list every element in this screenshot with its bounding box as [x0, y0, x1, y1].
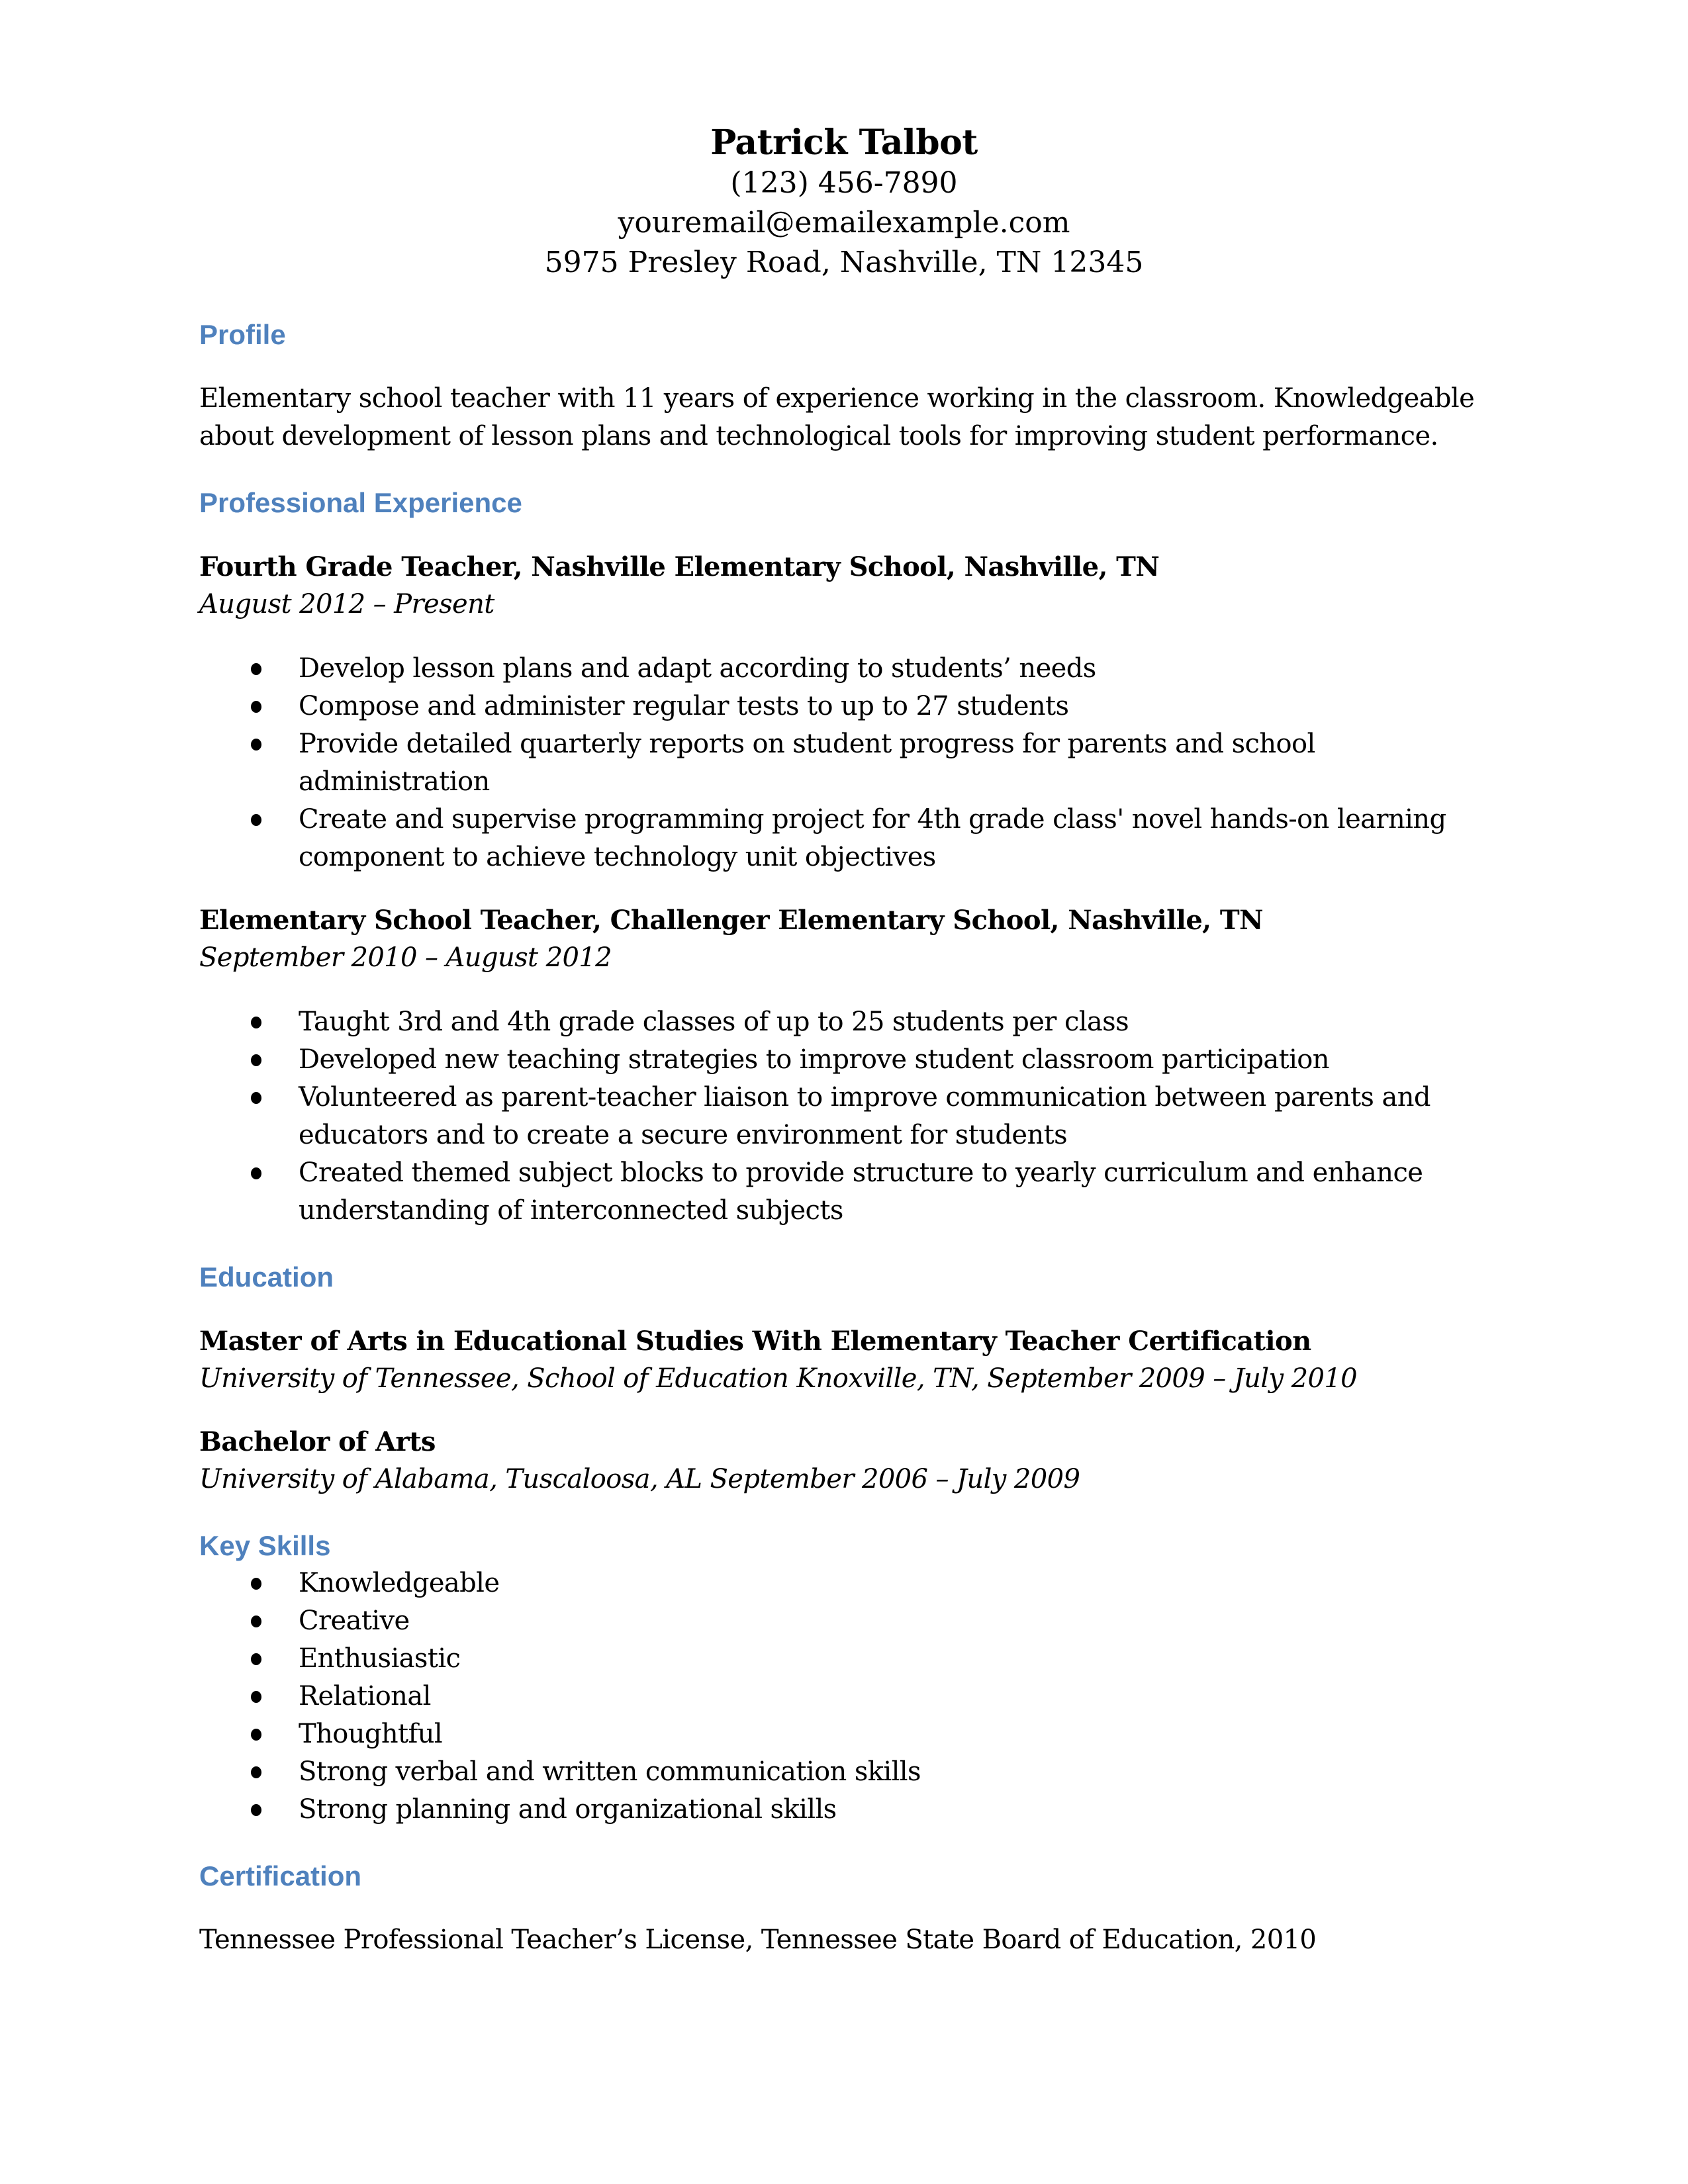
degree-entry	[199, 1322, 1497, 1398]
job-dates: August 2012 – Present	[199, 589, 494, 619]
bullet-icon	[251, 1691, 261, 1703]
experience-section	[199, 484, 1497, 1230]
experience-heading: Professional Experience	[199, 487, 522, 518]
education-section	[199, 1259, 1497, 1498]
degree-entry	[199, 1423, 1497, 1498]
list-item: Develop lesson plans and adapt according to students’ needs	[199, 650, 1497, 688]
list-item: Developed new teaching strategies to improve student classroom participation	[199, 1041, 1497, 1079]
list-item: Enthusiastic	[199, 1640, 1497, 1678]
job-responsibilities	[199, 1003, 1497, 1230]
certification-section	[199, 1858, 1497, 1959]
bullet-icon	[251, 1615, 261, 1627]
postal-address: 5975 Presley Road, Nashville, TN 12345	[544, 246, 1144, 279]
profile-summary: Elementary school teacher with 11 years of experience working in the classroom. Knowledgeable about development of lesson plans and technological tools for improving student performance.	[199, 383, 1475, 451]
profile-heading: Profile	[199, 319, 286, 350]
job-title: Elementary School Teacher, Challenger Elementary School, Nashville, TN	[199, 905, 1263, 936]
list-item: Compose and administer regular tests to up to 27 students	[199, 688, 1497, 725]
email-address: youremail@emailexample.com	[618, 206, 1070, 240]
bullet-icon	[251, 1578, 261, 1590]
degree-title: Master of Arts in Educational Studies With Elementary Teacher Certification	[199, 1326, 1311, 1357]
resume-body	[199, 316, 1497, 1959]
list-item: Strong planning and organizational skills	[199, 1791, 1497, 1829]
bullet-icon	[251, 1729, 261, 1741]
degree-details: University of Tennessee, School of Education Knoxville, TN, September 2009 – July 2010	[199, 1363, 1358, 1394]
resume-header	[0, 122, 1688, 283]
bullet-icon	[251, 1092, 261, 1104]
degree-details: University of Alabama, Tuscaloosa, AL September 2006 – July 2009	[199, 1464, 1080, 1494]
certification-text: Tennessee Professional Teacher’s License, Tennessee State Board of Education, 2010	[199, 1925, 1317, 1955]
bullet-icon	[251, 1017, 261, 1028]
phone-number: (123) 456-7890	[730, 166, 958, 200]
list-item: Created themed subject blocks to provide structure to yearly curriculum and enhance understanding of interconnected subjects	[199, 1154, 1497, 1230]
bullet-icon	[251, 1766, 261, 1778]
certification-heading: Certification	[199, 1860, 362, 1891]
list-item: Relational	[199, 1678, 1497, 1715]
profile-section	[199, 316, 1497, 455]
bullet-icon	[251, 1167, 261, 1179]
bullet-icon	[251, 701, 261, 713]
job-entry	[199, 548, 1497, 876]
bullet-icon	[251, 663, 261, 675]
degree-title: Bachelor of Arts	[199, 1426, 436, 1457]
job-title: Fourth Grade Teacher, Nashville Elementary School, Nashville, TN	[199, 551, 1160, 582]
skills-section	[199, 1527, 1497, 1829]
job-dates: September 2010 – August 2012	[199, 942, 612, 973]
bullet-icon	[251, 814, 261, 826]
bullet-icon	[251, 1054, 261, 1066]
bullet-icon	[251, 1653, 261, 1665]
bullet-icon	[251, 739, 261, 751]
list-item: Provide detailed quarterly reports on student progress for parents and school administration	[199, 725, 1497, 801]
list-item: Creative	[199, 1602, 1497, 1640]
list-item: Taught 3rd and 4th grade classes of up to 25 students per class	[199, 1003, 1497, 1041]
bullet-icon	[251, 1804, 261, 1816]
list-item: Thoughtful	[199, 1715, 1497, 1753]
job-responsibilities	[199, 650, 1497, 876]
education-heading: Education	[199, 1261, 334, 1293]
list-item: Knowledgeable	[199, 1565, 1497, 1602]
list-item: Strong verbal and written communication skills	[199, 1753, 1497, 1791]
list-item: Volunteered as parent-teacher liaison to improve communication between parents and educators and to create a secure environment for students	[199, 1079, 1497, 1154]
skills-list	[199, 1565, 1497, 1829]
job-entry	[199, 901, 1497, 1230]
list-item: Create and supervise programming project for 4th grade class' novel hands-on learning component to achieve technology unit objectives	[199, 801, 1497, 876]
candidate-name: Patrick Talbot	[710, 122, 978, 163]
skills-heading: Key Skills	[199, 1530, 331, 1561]
